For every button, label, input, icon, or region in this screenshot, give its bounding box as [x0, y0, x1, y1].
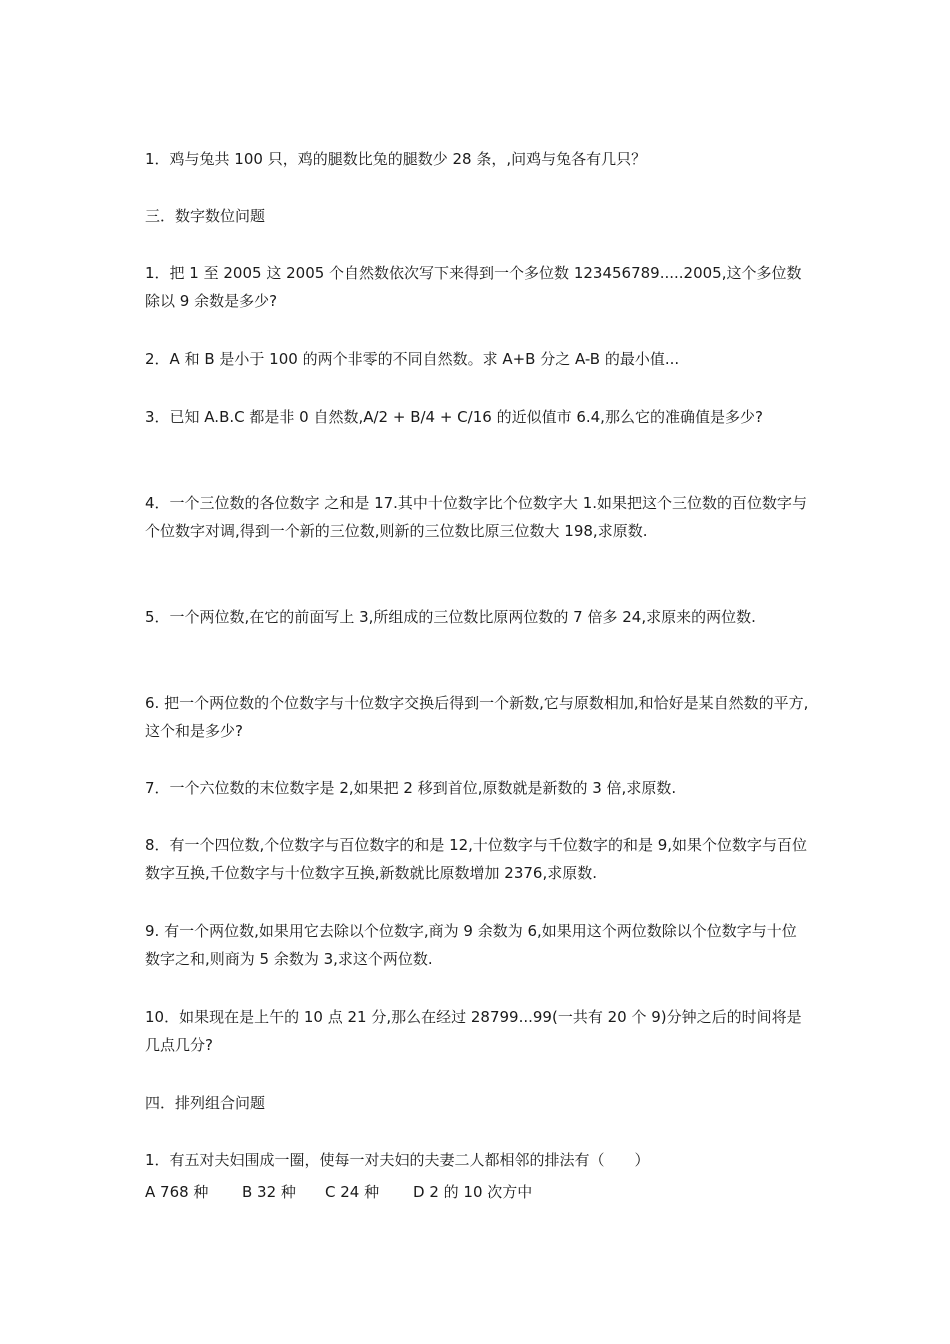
section-4-title: 四．排列组合问题 [145, 1094, 266, 1112]
option-a: A 768 种 [145, 1183, 209, 1201]
answer-options [145, 1178, 532, 1206]
option-d: D 2 的 10 次方中 [413, 1183, 533, 1201]
section-3-question-6: 6. 把一个两位数的个位数字与十位数字交换后得到一个新数,它与原数相加,和恰好是某自然数的平方,这个和是多少? [145, 694, 809, 740]
section-3-question-10: 10．如果现在是上午的 10 点 21 分,那么在经过 28799...99(一共有 20 个 9)分钟之后的时间将是几点几分? [145, 1008, 802, 1054]
section-3-question-4: 4．一个三位数的各位数字 之和是 17.其中十位数字比个位数字大 1.如果把这个三位数的百位数字与个位数字对调,得到一个新的三位数,则新的三位数比原三位数大 198,求原数. [145, 494, 808, 540]
section-3-question-2: 2．A 和 B 是小于 100 的两个非零的不同自然数。求 A+B 分之 A-B 的最小值... [145, 350, 680, 368]
section-3-question-8: 8．有一个四位数,个位数字与百位数字的和是 12,十位数字与千位数字的和是 9,如果个位数字与百位数字互换,千位数字与十位数字互换,新数就比原数增加 2376,求原数. [145, 836, 808, 882]
section-3-title: 三．数字数位问题 [145, 207, 266, 225]
section-4-question-1: 1．有五对夫妇围成一圈，使每一对夫妇的夫妻二人都相邻的排法有（ ） [145, 1151, 650, 1169]
section-3-question-7: 7．一个六位数的末位数字是 2,如果把 2 移到首位,原数就是新数的 3 倍,求原数. [145, 779, 677, 797]
question-chicken-rabbit: 1．鸡与兔共 100 只，鸡的腿数比兔的腿数少 28 条，,问鸡与兔各有几只？ [145, 150, 647, 168]
option-c: C 24 种 [325, 1183, 380, 1201]
section-3-question-9: 9. 有一个两位数,如果用它去除以个位数字,商为 9 余数为 6,如果用这个两位数除以个位数字与十位数字之和,则商为 5 余数为 3,求这个两位数. [145, 922, 797, 968]
section-3-question-1: 1．把 1 至 2005 这 2005 个自然数依次写下来得到一个多位数 123456789.....2005,这个多位数除以 9 余数是多少? [145, 264, 802, 310]
section-3-question-3: 3．已知 A.B.C 都是非 0 自然数,A/2 + B/4 + C/16 的近似值市 6.4,那么它的准确值是多少? [145, 408, 763, 426]
option-b: B 32 种 [242, 1183, 296, 1201]
section-3-question-5: 5．一个两位数,在它的前面写上 3,所组成的三位数比原两位数的 7 倍多 24,求原来的两位数. [145, 608, 756, 626]
